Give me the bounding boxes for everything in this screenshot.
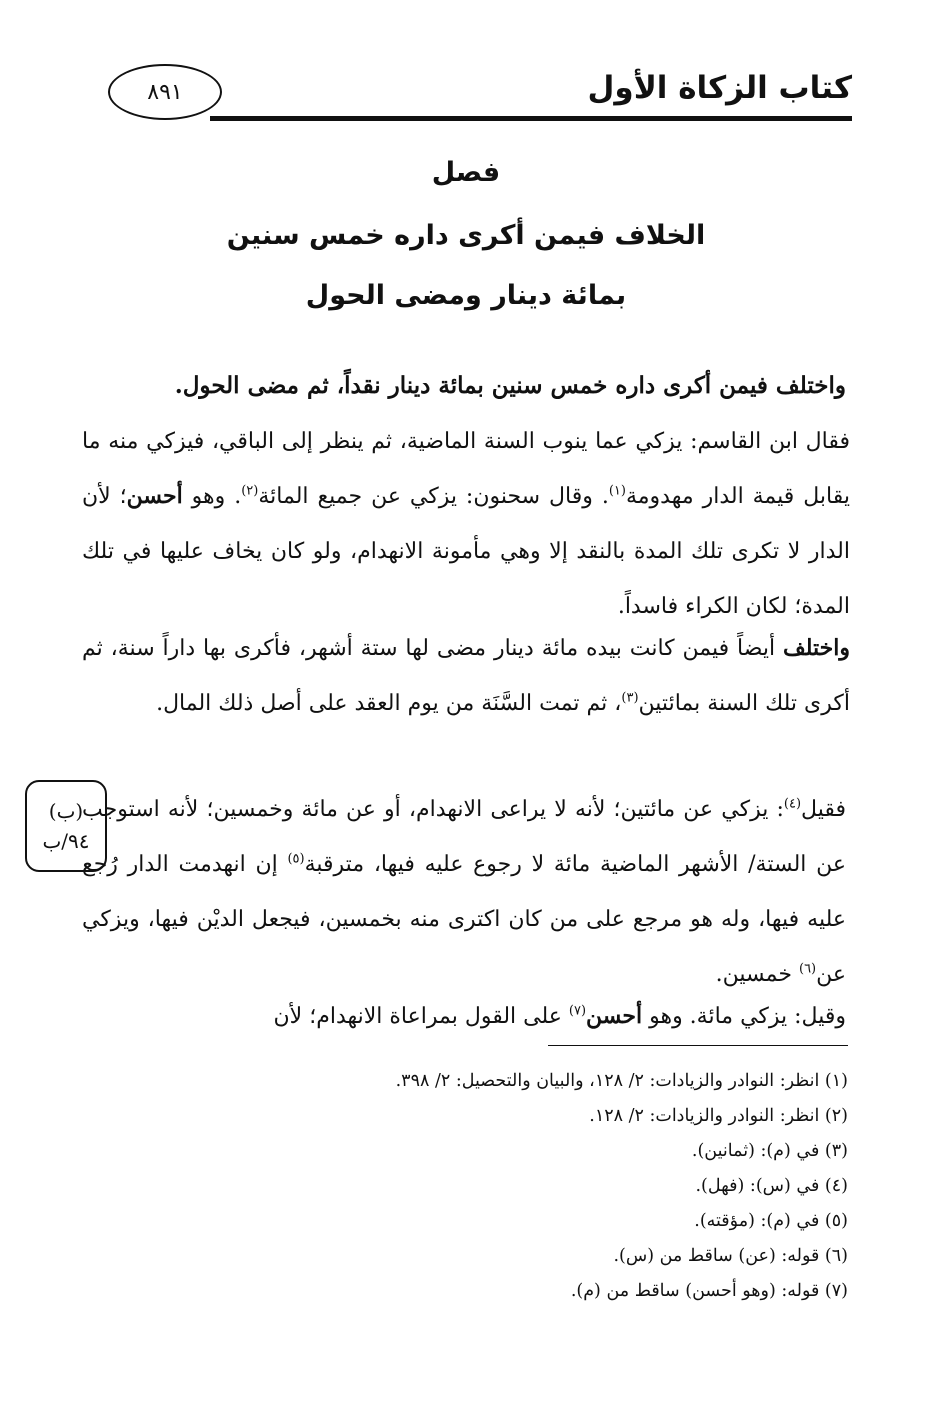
manuscript-folio-marker [25, 780, 107, 872]
footnote-ref-1[interactable]: (١) [608, 483, 626, 499]
chapter-title-line-1: الخلاف فيمن أكرى داره خمس سنين [226, 220, 706, 251]
manuscript-folio: ٩٤/ب [42, 829, 90, 853]
footnote-ref-7[interactable]: (٧) [568, 1003, 587, 1019]
footnote-ref-6[interactable]: (٦) [798, 961, 817, 977]
running-header-title: كتاب الزكاة الأول [587, 70, 852, 106]
footnote-4: (٤) في (س): (فهل). [695, 1176, 848, 1196]
footnote-5: (٥) في (م): (مؤقته). [694, 1211, 848, 1231]
paragraph-1 [82, 414, 850, 634]
intro-paragraph: واختلف فيمن أكرى داره خمس سنين بمائة دينار نقداً، ثم مضى الحول. [174, 372, 846, 399]
footnote-ref-4[interactable]: (٤) [783, 796, 802, 812]
p4-text-a: وقيل: يزكي مائة. وهو [642, 1004, 846, 1029]
footnote-6: (٦) قوله: (عن) ساقط من (س). [613, 1246, 848, 1266]
footnote-1: (١) انظر: النوادر والزيادات: ٢/ ١٢٨، والبيان والتحصيل: ٢/ ٣٩٨. [395, 1071, 848, 1091]
footnote-separator [548, 1045, 848, 1046]
p2-text-a: أيضاً فيمن كانت بيده مائة دينار مضى لها ستة أشهر، فأكرى بها داراً سنة، ثم أكرى تلك السنة بمائتين [82, 636, 850, 716]
footnote-3: (٣) في (م): (ثمانين). [691, 1141, 848, 1161]
footnotes-list [82, 1064, 848, 1309]
footnote-7: (٧) قوله: (وهو أحسن) ساقط من (م). [570, 1281, 848, 1301]
footnote-ref-5[interactable]: (٥) [287, 851, 305, 867]
p4-text-b: على القول بمراعاة الانهدام؛ لأن [273, 1004, 569, 1029]
paragraph-2 [82, 621, 850, 731]
p1-text-b: . وقال سحنون: يزكي عن جميع المائة [258, 484, 609, 509]
paragraph-4 [82, 989, 846, 1044]
p3-text-a: فقيل [801, 797, 846, 822]
manuscript-siglum: (ب) [48, 799, 84, 823]
section-heading: فصل [431, 157, 501, 188]
p1-text-c: . وهو [182, 484, 242, 509]
p3-text-c: إن انهدمت الدار رُجع عليه فيها، وله هو مرجع على من كان اكترى منه بخمسين، فيجعل الديْن فيها، ويزكي عن [82, 852, 846, 987]
header-rule [210, 116, 852, 121]
chapter-title-line-2: بمائة دينار ومضى الحول [305, 280, 627, 311]
footnote-2: (٢) انظر: النوادر والزيادات: ٢/ ١٢٨. [589, 1106, 848, 1126]
p1-text-d: ؛ لأن الدار لا تكرى تلك المدة بالنقد إلا وهي مأمونة الانهدام، ولو كان يخاف عليها في تلك المدة؛ لكان الكراء فاسداً. [82, 484, 850, 619]
p3-text-d: خمسين. [715, 962, 799, 987]
page-number: ٨٩١ [108, 64, 222, 120]
p1-emphasis: أحسن [126, 483, 183, 509]
p2-text-b: ، ثم تمت السَّنَة من يوم العقد على أصل ذلك المال. [156, 691, 622, 716]
p1-text-a: فقال ابن القاسم: يزكي عما ينوب السنة الماضية، ثم ينظر إلى الباقي، فيزكي منه ما يقابل قيمة الدار مهدومة [82, 429, 850, 509]
paragraph-3 [82, 782, 846, 1002]
p2-lead-word: واختلف [782, 635, 850, 661]
p3-text-b: : يزكي عن مائتين؛ لأنه لا يراعى الانهدام، أو عن مائة وخمسين؛ لأنه استوجب عن الستة/ الأشهر الماضية مائة لا رجوع عليه فيها، مترقبة [82, 797, 846, 877]
footnote-ref-2[interactable]: (٢) [241, 483, 259, 499]
footnote-ref-3[interactable]: (٣) [621, 690, 639, 706]
p4-emphasis: أحسن [586, 1003, 643, 1029]
